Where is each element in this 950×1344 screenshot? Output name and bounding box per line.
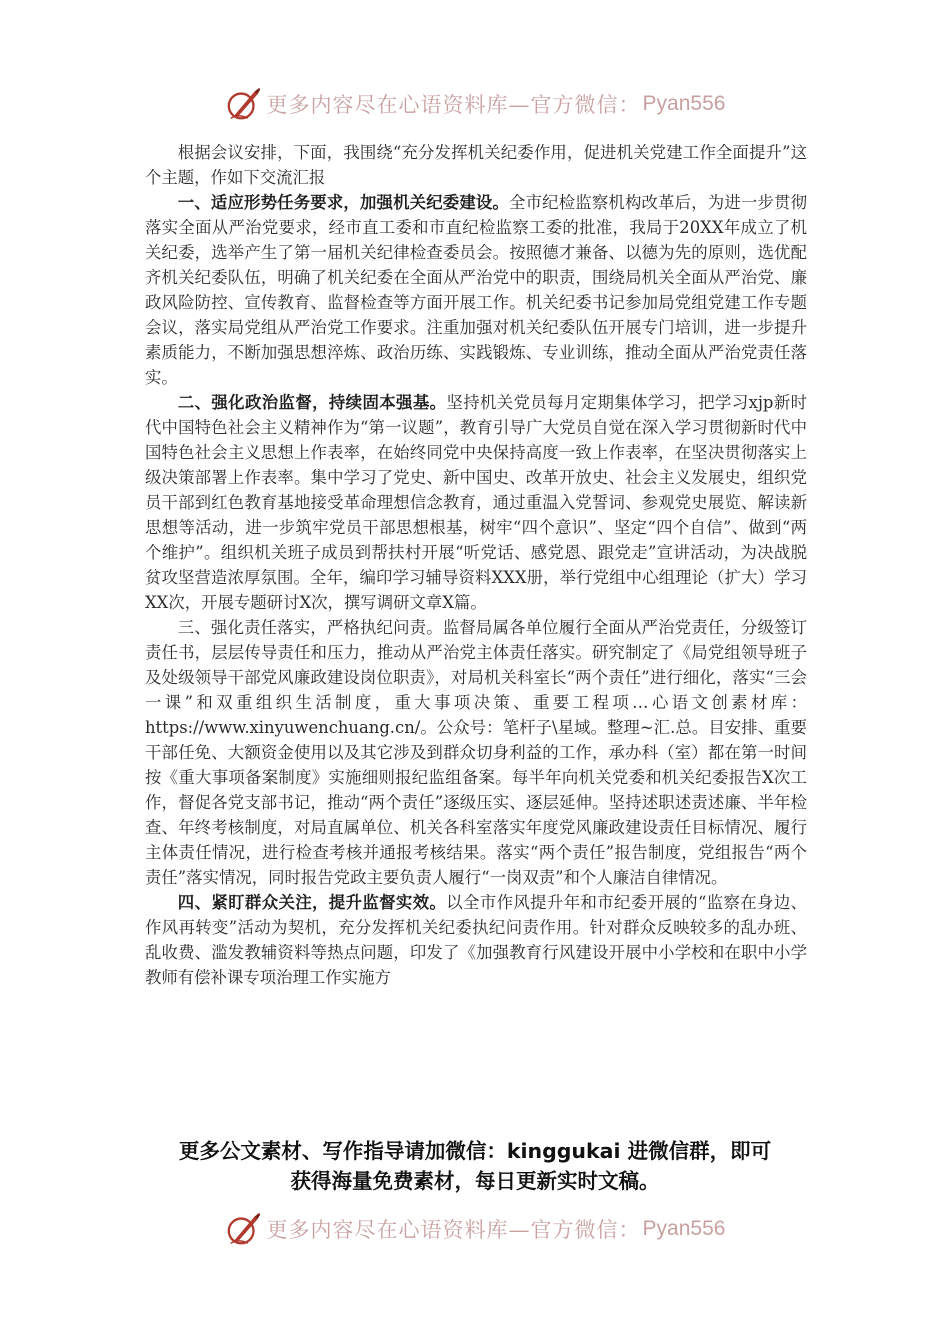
banner-text: 更多内容尽在心语资料库—官方微信： (266, 93, 641, 117)
section-1-paragraph (145, 190, 807, 390)
paragraph-text: 三、强化责任落实，严格执纪问责。监督局属各单位履行全面从严治党责任，分级签订责任书，层层传导责任和压力，推动从严治党主体责任落实。研究制定了《局党组领导班子及处级领导干部党风廉政建设岗位职责》，对局机关科室长“两个责任”进行细化，落实“三会一课”和双重组织生活制度，重大事项决策、重要工程项…心语文创素材库：https://www.xinyuwenchuang.cn/。公众号：笔杆子\星域。整理~汇.总。目安排、重要干部任免、大额资金使用以及其它涉及到群众切身利益的工作，承办科（室）都在第一时间按《重大事项备案制度》实施细则报纪监组备案。每半年向机关党委和机关纪委报告X次工作，督促各党支部书记，推动“两个责任”逐级压实、逐层延伸。坚持述职述责述廉、半年检查、年终考核制度，对局直属单位、机关各科室落实年度党风廉政建设责任目标情况、履行主体责任情况，进行检查考核并通报考核结果。落实“两个责任”报告制度，党组报告“两个责任”落实情况，同时报告党政主要负责人履行“一岗双责”和个人廉洁自律情况。 (145, 618, 807, 887)
intro-paragraph (145, 140, 807, 190)
banner-handle: Pyan556 (642, 1217, 726, 1240)
section-3-paragraph (145, 615, 807, 890)
banner-handle: Pyan556 (642, 92, 726, 115)
banner-text: 更多内容尽在心语资料库—官方微信： (266, 1218, 641, 1242)
paragraph-text: 根据会议安排，下面，我围绕“充分发挥机关纪委作用，促进机关党建工作全面提升”这个主题，作如下交流汇报 (145, 143, 807, 187)
paragraph-text: 全市纪检监察机构改革后，为进一步贯彻落实全面从严治党要求，经市直工委和市直纪检监察工委的批准，我局于20XX年成立了机关纪委，选举产生了第一届机关纪律检查委员会。按照德才兼备、以德为先的原则，选优配齐机关纪委队伍，明确了机关纪委在全面从严治党中的职责，围绕局机关全面从严治党、廉政风险防控、宣传教育、监督检查等方面开展工作。机关纪委书记参加局党组党建工作专题会议，落实局党组从严治党工作要求。注重加强对机关纪委队伍开展专门培训，进一步提升素质能力，不断加强思想淬炼、政治历练、实践锻炼、专业训练，推动全面从严治党责任落实。 (145, 193, 807, 387)
promo-notice (0, 1136, 950, 1196)
promo-line-2: 获得海量免费素材，每日更新实时文稿。 (290, 1169, 660, 1193)
section-2-paragraph (145, 390, 807, 615)
document-body (145, 140, 807, 990)
pen-scroll-logo-icon (225, 85, 263, 123)
paragraph-text: 以全市作风提升年和市纪委开展的“监察在身边、作风再转变”活动为契机，充分发挥机关纪委执纪问责作用。针对群众反映较多的乱办班、乱收费、滥发教辅资料等热点问题，印发了《加强教育行风建设开展中小学校和在职中小学教师有偿补课专项治理工作实施方 (145, 893, 807, 987)
footer-banner (0, 1209, 950, 1249)
pen-scroll-logo-icon (225, 1210, 263, 1248)
paragraph-text: 坚持机关党员每月定期集体学习，把学习xjp新时代中国特色社会主义精神作为“第一议题”，教育引导广大党员自觉在深入学习贯彻新时代中国特色社会主义思想上作表率，在始终同党中央保持高度一致上作表率，在坚决贯彻落实上级决策部署上作表率。集中学习了党史、新中国史、改革开放史、社会主义发展史，组织党员干部到红色教育基地接受革命理想信念教育，通过重温入党誓词、参观党史展览、解读新思想等活动，进一步筑牢党员干部思想根基，树牢“四个意识”、坚定“四个自信”、做到“两个维护”。组织机关班子成员到帮扶村开展“听党话、感党恩、跟党走”宣讲活动，为决战脱贫攻坚营造浓厚氛围。全年，编印学习辅导资料XXX册，举行党组中心组理论（扩大）学习XX次，开展专题研讨X次，撰写调研文章X篇。 (145, 393, 808, 612)
section-heading: 四、紧盯群众关注，提升监督实效。 (177, 893, 447, 912)
header-banner (0, 84, 950, 124)
promo-line-1: 更多公文素材、写作指导请加微信：kinggukai 进微信群，即可 (178, 1139, 772, 1163)
section-4-paragraph (145, 890, 807, 990)
section-heading: 二、强化政治监督，持续固本强基。 (177, 393, 447, 412)
section-heading: 一、适应形势任务要求，加强机关纪委建设。 (177, 193, 510, 212)
